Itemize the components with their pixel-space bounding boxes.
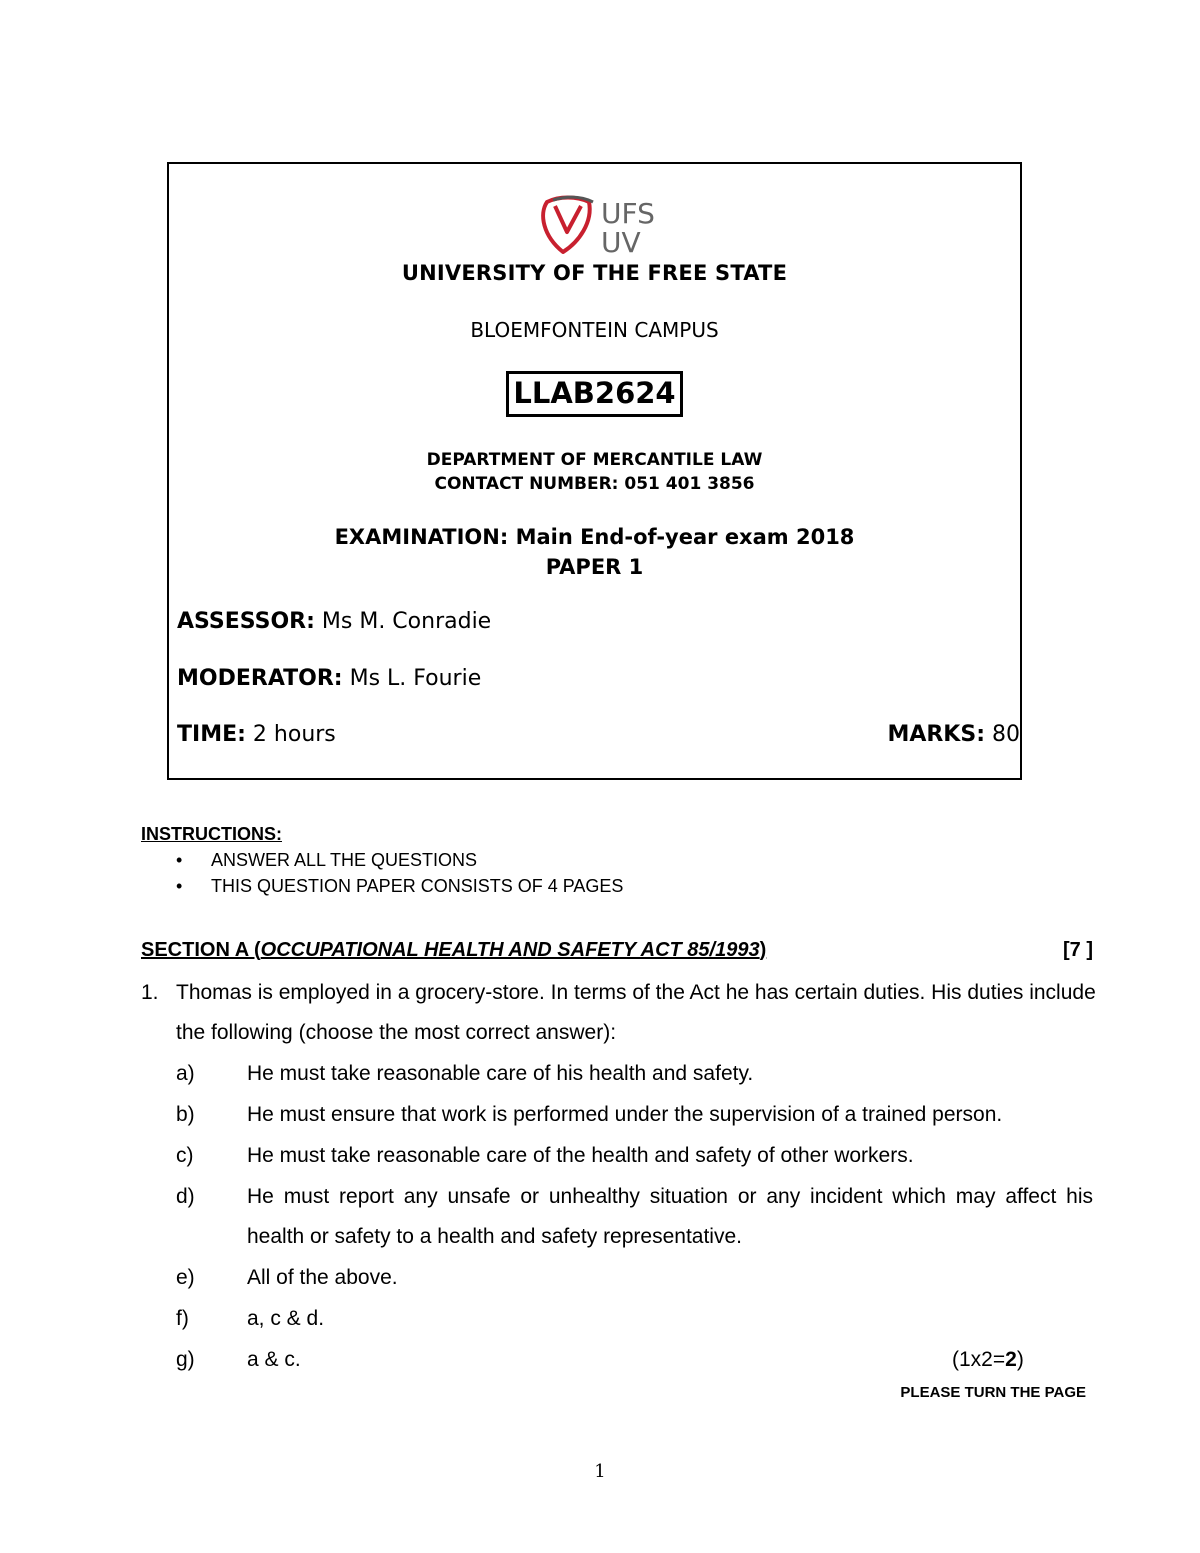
question-text: Thomas is employed in a grocery-store. In terms of the Act he has certain duties. His duties include the following (choose the most correct answer):	[176, 981, 1096, 1044]
contact-number: CONTACT NUMBER: 051 401 3856	[434, 474, 755, 494]
instructions-title: INSTRUCTIONS:	[141, 824, 282, 844]
time-field	[177, 722, 336, 747]
section-prefix: SECTION A (	[141, 939, 261, 961]
option-letter: b)	[176, 1103, 195, 1126]
option-letter: e)	[176, 1266, 195, 1289]
instruction-text: ANSWER ALL THE QUESTIONS	[211, 850, 478, 870]
section-marks: [7 ]	[1063, 939, 1093, 961]
option-text: He must take reasonable care of his health and safety.	[247, 1062, 754, 1085]
score-prefix: (1x2=	[952, 1348, 1006, 1371]
moderator-value: Ms L. Fourie	[349, 666, 482, 691]
question-score	[952, 1340, 1024, 1380]
marks-field	[887, 722, 1020, 747]
exam-block	[167, 522, 1022, 582]
section-title	[141, 939, 766, 962]
instruction-item	[141, 875, 623, 901]
campus-name: BLOEMFONTEIN CAMPUS	[470, 318, 719, 342]
time-value: 2 hours	[252, 722, 336, 747]
exam-title	[167, 522, 1022, 552]
instructions-list	[141, 849, 623, 901]
department-name: DEPARTMENT OF MERCANTILE LAW	[426, 450, 763, 470]
option-text: He must take reasonable care of the health and safety of other workers.	[247, 1144, 914, 1167]
section-suffix: )	[759, 939, 767, 961]
module-code-wrapper	[167, 371, 1022, 417]
page-number: 1	[594, 1461, 606, 1482]
time-label: TIME:	[177, 722, 246, 747]
turn-page-note: PLEASE TURN THE PAGE	[900, 1384, 1086, 1401]
section-act-name: OCCUPATIONAL HEALTH AND SAFETY ACT 85/1993	[260, 939, 760, 961]
module-code: LLAB2624	[506, 371, 682, 417]
score-suffix: )	[1016, 1348, 1024, 1371]
option-text: He must report any unsafe or unhealthy situation or any incident which may affect his health or safety to a health and safety representative.	[247, 1185, 1093, 1248]
assessor-field	[177, 609, 491, 634]
exam-label: EXAMINATION:	[334, 525, 509, 549]
assessor-value: Ms M. Conradie	[321, 609, 492, 634]
logo-text-ufs: UFS	[601, 197, 655, 230]
paper-number: PAPER 1	[545, 555, 644, 579]
score-value: 2	[1005, 1348, 1017, 1371]
question-number: 1.	[141, 981, 159, 1004]
logo-text-uv: UV	[601, 226, 641, 258]
option-letter: g)	[176, 1348, 195, 1371]
instruction-item	[141, 849, 623, 875]
option-text: He must ensure that work is performed under the supervision of a trained person.	[247, 1103, 1003, 1126]
ufs-logo	[537, 192, 667, 258]
exam-value: Main End-of-year exam 2018	[515, 525, 855, 549]
assessor-label: ASSESSOR:	[177, 609, 315, 634]
moderator-field	[177, 666, 481, 691]
option-text: All of the above.	[247, 1266, 398, 1289]
university-name: UNIVERSITY OF THE FREE STATE	[401, 261, 788, 285]
bullet-icon: •	[176, 876, 183, 896]
option-letter: d)	[176, 1185, 195, 1208]
marks-label: MARKS:	[887, 722, 985, 747]
option-text: a & c.	[247, 1348, 301, 1371]
option-text: a, c & d.	[247, 1307, 325, 1330]
instruction-text: THIS QUESTION PAPER CONSISTS OF 4 PAGES	[211, 876, 624, 896]
option-letter: f)	[176, 1307, 189, 1330]
moderator-label: MODERATOR:	[177, 666, 343, 691]
option-letter: c)	[176, 1144, 194, 1167]
department-block	[167, 448, 1022, 496]
marks-value: 80	[992, 722, 1020, 747]
option-letter: a)	[176, 1062, 195, 1085]
bullet-icon: •	[176, 850, 183, 870]
